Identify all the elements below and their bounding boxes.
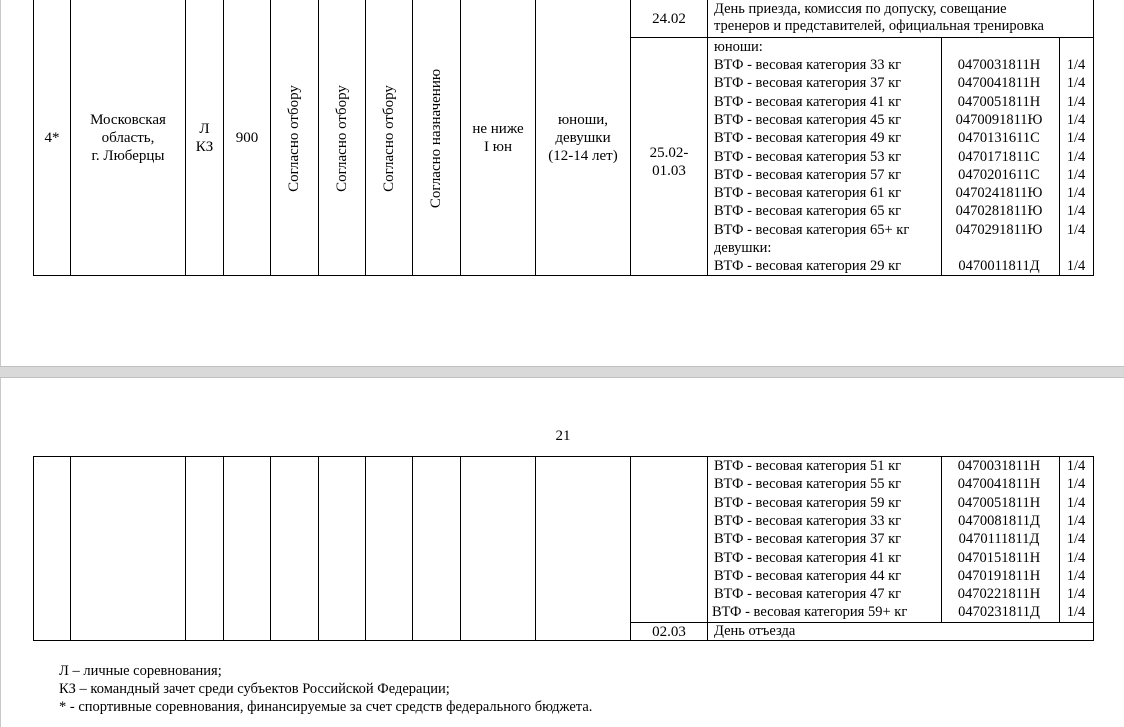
vertical-text: Согласно назначению bbox=[428, 68, 445, 208]
vertical-text: Согласно отбору bbox=[286, 84, 303, 192]
document-page-bottom bbox=[0, 378, 1124, 727]
event-code: 0470031811Н bbox=[957, 57, 1041, 73]
departure-text: День отъезда bbox=[714, 623, 796, 639]
event-code: 0470231811Д bbox=[958, 604, 1040, 621]
event-code: 0470011811Д bbox=[958, 258, 1040, 275]
col-border bbox=[707, 456, 708, 641]
type-line: Л bbox=[199, 121, 210, 137]
event-count: 1/4 bbox=[1066, 221, 1086, 238]
event-count: 1/4 bbox=[1066, 258, 1086, 275]
footnote: Л – личные соревнования; bbox=[59, 663, 222, 679]
event-name: ВТФ - весовая категория 33 кг bbox=[714, 57, 902, 73]
event-count: 1/4 bbox=[1066, 130, 1086, 147]
event-count: 1/4 bbox=[1066, 166, 1086, 183]
event-name: ВТФ - весовая категория 55 кг bbox=[714, 476, 902, 493]
event-code: 0470171811С bbox=[958, 148, 1040, 165]
vertical-cell bbox=[319, 0, 365, 276]
col-border bbox=[1093, 0, 1094, 276]
venue bbox=[71, 0, 185, 276]
event-name: ВТФ - весовая категория 65+ кг bbox=[714, 221, 910, 238]
event-name: ВТФ - весовая категория 61 кг bbox=[714, 185, 902, 202]
event-code: 0470151811Н bbox=[957, 549, 1041, 566]
event-name: ВТФ - весовая категория 51 кг bbox=[714, 458, 902, 474]
event-count: 1/4 bbox=[1066, 93, 1086, 110]
event-count: 1/4 bbox=[1066, 185, 1086, 202]
col-border bbox=[270, 456, 271, 641]
arrival-date: 24.02 bbox=[652, 10, 686, 27]
type-line: КЗ bbox=[195, 139, 214, 155]
event-code: 0470201611С bbox=[958, 166, 1040, 183]
row-number: 4* bbox=[44, 130, 60, 146]
event-code: 0470191811Н bbox=[957, 567, 1041, 584]
event-count: 1/4 bbox=[1066, 458, 1086, 474]
page-number: 21 bbox=[555, 428, 571, 444]
participants-count: 900 bbox=[235, 130, 259, 146]
event-code: 0470041811Н bbox=[957, 476, 1041, 493]
event-name: ВТФ - весовая категория 33 кг bbox=[714, 512, 902, 529]
col-border bbox=[223, 456, 224, 641]
event-code: 0470091811Ю bbox=[955, 111, 1043, 128]
event-code: 0470051811Н bbox=[957, 494, 1041, 511]
col-border bbox=[185, 456, 186, 641]
vertical-text: Согласно отбору bbox=[380, 84, 397, 192]
col-border bbox=[318, 456, 319, 641]
age-line: девушки bbox=[555, 130, 611, 146]
event-name: ВТФ - весовая категория 29 кг bbox=[714, 258, 902, 275]
rank-line: I юн bbox=[484, 139, 512, 155]
event-count: 1/4 bbox=[1066, 148, 1086, 165]
event-code: 0470291811Ю bbox=[955, 221, 1043, 238]
table-bottom-border bbox=[33, 640, 1093, 641]
event-code: 0470051811Н bbox=[957, 93, 1041, 110]
event-code: 0470031811Н bbox=[957, 458, 1041, 474]
age-group bbox=[536, 0, 630, 276]
footnote: КЗ – командный зачет среди субъектов Российской Федерации; bbox=[59, 681, 450, 697]
girls-header: девушки: bbox=[714, 240, 772, 256]
event-code: 0470131611С bbox=[958, 130, 1040, 147]
col-border bbox=[535, 456, 536, 641]
vertical-cell bbox=[271, 0, 318, 276]
event-name: ВТФ - весовая категория 44 кг bbox=[714, 567, 902, 584]
rank-requirement bbox=[461, 0, 535, 276]
competition-type bbox=[186, 0, 223, 276]
event-code: 0470241811Ю bbox=[955, 185, 1043, 202]
event-code: 0470281811Ю bbox=[955, 203, 1043, 220]
event-name: ВТФ - весовая категория 53 кг bbox=[714, 148, 902, 165]
event-code: 0470221811Н bbox=[957, 586, 1041, 603]
event-count: 1/4 bbox=[1066, 75, 1086, 92]
event-name: ВТФ - весовая категория 59 кг bbox=[714, 494, 902, 511]
col-border bbox=[1059, 37, 1060, 276]
event-count: 1/4 bbox=[1066, 531, 1086, 548]
arrival-text-line: тренеров и представителей, официальная тренировка bbox=[714, 18, 1044, 34]
venue-line: г. Люберцы bbox=[91, 148, 165, 164]
event-count: 1/4 bbox=[1066, 512, 1086, 529]
vertical-text: Согласно отбору bbox=[333, 84, 350, 192]
venue-line: Московская bbox=[90, 112, 166, 128]
page-separator bbox=[0, 366, 1124, 378]
event-count: 1/4 bbox=[1066, 604, 1086, 621]
arrival-text-line: День приезда, комиссия по допуску, совещание bbox=[714, 1, 1007, 17]
col-border bbox=[630, 456, 631, 641]
col-border bbox=[460, 456, 461, 641]
event-count: 1/4 bbox=[1066, 586, 1086, 603]
event-name: ВТФ - весовая категория 49 кг bbox=[714, 130, 902, 147]
age-line: (12-14 лет) bbox=[548, 148, 618, 164]
event-code: 0470081811Д bbox=[958, 512, 1040, 529]
table-top-border bbox=[33, 456, 1093, 457]
col-border bbox=[365, 456, 366, 641]
event-name: ВТФ - весовая категория 45 кг bbox=[714, 111, 902, 128]
event-name: ВТФ - весовая категория 37 кг bbox=[714, 75, 902, 92]
boys-header: юноши: bbox=[714, 39, 763, 55]
age-line: юноши, bbox=[557, 112, 609, 128]
venue-line: область, bbox=[101, 130, 155, 146]
col-border bbox=[1093, 456, 1094, 641]
event-count: 1/4 bbox=[1066, 494, 1086, 511]
col-border bbox=[707, 0, 708, 276]
event-name: ВТФ - весовая категория 47 кг bbox=[714, 586, 902, 603]
vertical-cell bbox=[413, 0, 460, 276]
event-code: 0470111811Д bbox=[958, 531, 1040, 548]
event-count: 1/4 bbox=[1066, 203, 1086, 220]
event-count: 1/4 bbox=[1066, 111, 1086, 128]
dates-line: 01.03 bbox=[652, 163, 686, 179]
competition-dates bbox=[631, 38, 707, 276]
col-border bbox=[33, 456, 34, 641]
event-count: 1/4 bbox=[1066, 567, 1086, 584]
event-name: ВТФ - весовая категория 59+ кг bbox=[712, 604, 908, 621]
col-border bbox=[412, 456, 413, 641]
event-name: ВТФ - весовая категория 57 кг bbox=[714, 166, 902, 183]
vertical-cell bbox=[366, 0, 412, 276]
col-border bbox=[70, 456, 71, 641]
event-name: ВТФ - весовая категория 65 кг bbox=[714, 203, 902, 220]
event-name: ВТФ - весовая категория 41 кг bbox=[714, 93, 902, 110]
footnote: * - спортивные соревнования, финансируемые за счет средств федерального бюджета. bbox=[59, 699, 593, 715]
rank-line: не ниже bbox=[472, 121, 524, 137]
departure-date: 02.03 bbox=[652, 623, 686, 640]
event-count: 1/4 bbox=[1066, 476, 1086, 493]
col-border bbox=[1059, 456, 1060, 623]
event-name: ВТФ - весовая категория 37 кг bbox=[714, 531, 902, 548]
event-count: 1/4 bbox=[1066, 549, 1086, 566]
event-name: ВТФ - весовая категория 41 кг bbox=[714, 549, 902, 566]
dates-line: 25.02- bbox=[649, 145, 689, 161]
event-code: 0470041811Н bbox=[957, 75, 1041, 92]
event-count: 1/4 bbox=[1066, 57, 1086, 73]
